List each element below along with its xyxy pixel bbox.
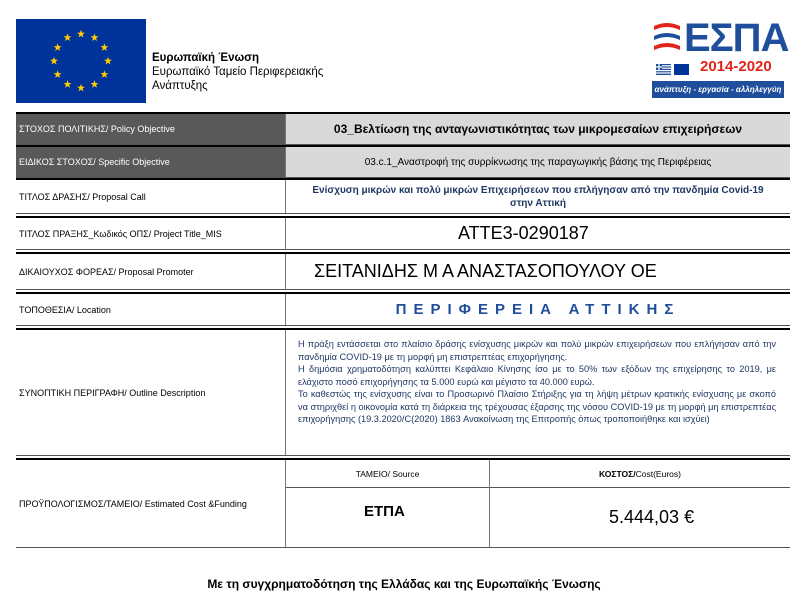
eu-star-icon [50, 57, 58, 65]
espa-tagline: ανάπτυξη - εργασία - αλληλεγγύη [652, 81, 784, 98]
espa-years: 2014-2020 [700, 58, 772, 75]
proposal-call-label: ΤΙΤΛΟΣ ΔΡΑΣΗΣ/ Proposal Call [16, 180, 286, 213]
eu-stars-icon [16, 19, 146, 103]
eu-star-icon [64, 33, 72, 41]
eu-star-icon [64, 80, 72, 88]
espa-wordmark: ΕΣΠΑ [684, 16, 789, 60]
location-value [286, 294, 790, 325]
eu-star-icon [77, 84, 85, 92]
project-info-table [16, 112, 790, 550]
row-outline-description [16, 328, 790, 456]
location-label: ΤΟΠΟΘΕΣΙΑ/ Location [16, 294, 286, 325]
cost-header-rest: Cost(Euros) [635, 468, 681, 479]
proposal-call-text: Ενίσχυση μικρών και πολύ μικρών Επιχειρήσεων που επλήγησαν από την πανδημία Covid-19 στην Αττική [312, 184, 764, 209]
outline-description-value [286, 330, 790, 455]
cost-value: 5.444,03 € [609, 507, 695, 527]
source-header: ΤΑΜΕΙΟ/ Source [286, 460, 490, 488]
cost-cell [490, 488, 790, 547]
eu-flag-logo [16, 19, 146, 103]
description-paragraph-1: Η πράξη εντάσσεται στο πλαίσιο δράσης ενίσχυσης μικρών και πολύ μικρών επιχειρήσεων που επλήγησαν από την πανδημία COVID-19 με τη μορφή μη επιστρεπτέας επιχορήγησης. [298, 339, 776, 362]
policy-objective-label: ΣΤΟΧΟΣ ΠΟΛΙΤΙΚΗΣ/ Policy Objective [16, 114, 286, 144]
eu-star-icon [91, 80, 99, 88]
cost-header-bold: ΚΟΣΤΟΣ/ [599, 468, 636, 479]
project-title-label: ΤΙΤΛΟΣ ΠΡΑΞΗΣ_Κωδικός ΟΠΣ/ Project Title_MIS [16, 218, 286, 249]
source-value: ΕΤΠΑ [364, 503, 405, 520]
eu-line-3: Ανάπτυξης [152, 80, 208, 92]
espa-stripes-icon [652, 20, 682, 60]
eu-star-icon [91, 33, 99, 41]
eu-star-icon [54, 70, 62, 78]
eu-star-icon [104, 57, 112, 65]
proposal-promoter-value [286, 254, 790, 289]
eu-line-2: Ευρωπαϊκό Ταμείο Περιφερειακής [152, 66, 324, 78]
project-title-value [286, 218, 790, 249]
description-paragraph-2: Η δημόσια χρηματοδότηση καλύπτει Κεφάλαιο Κίνησης ίσο με το 50% των εξόδων της επιχείρησης το 2019, με ελάχιστο ποσό επιχορήγησης τα 5.000 ευρώ και μέγιστο τα 40.000 ευρώ. [298, 364, 776, 387]
specific-objective-label: ΕΙΔΙΚΟΣ ΣΤΟΧΟΣ/ Specific Objective [16, 147, 286, 177]
espa-logo [652, 14, 789, 100]
eu-mini-flag-icon [674, 64, 689, 75]
row-proposal-call [16, 178, 790, 214]
estimated-cost-label: ΠΡΟΫΠΟΛΟΓΙΣΜΟΣ/ΤΑΜΕΙΟ/ Estimated Cost &Funding [16, 460, 286, 547]
specific-objective-value [286, 147, 790, 177]
row-project-title [16, 216, 790, 250]
policy-objective-value [286, 114, 790, 144]
row-policy-objective [16, 112, 790, 145]
cofinancing-footer: Με τη συγχρηματοδότηση της Ελλάδας και της Ευρωπαϊκής Ένωσης [207, 577, 601, 591]
policy-objective-text: 03_Βελτίωση της ανταγωνιστικότητας των μικρομεσαίων επιχειρήσεων [333, 122, 743, 136]
specific-objective-text: 03.c.1_Αναστροφή της συρρίκνωσης της παραγωγικής βάσης της Περιφέρειας [364, 156, 712, 168]
promoter-name-text: ΣΕΙΤΑΝΙΔΗΣ Μ Α ΑΝΑΣΤΑΣΟΠΟΥΛΟΥ ΟΕ [314, 261, 657, 281]
proposal-promoter-label: ΔΙΚΑΙΟΥΧΟΣ ΦΟΡΕΑΣ/ Proposal Promoter [16, 254, 286, 289]
proposal-call-value [286, 180, 790, 213]
greek-flag-icon [656, 64, 671, 75]
description-paragraph-3: Το καθεστώς της ενίσχυσης είναι το Προσωρινό Πλαίσιο Στήριξης για τη λήψη μέτρων κρατικής ενίσχυσης με σκοπό να στηριχθεί η οικονομία κατά τη διάρκεια της τρέχουσας έξαρσης της νόσου COVID-19 με τη μορφή μη επιστρεπτέας επιχορήγησης (19.3.2020/C(2020) 1863 Ανακοίνωση της Επιτροπής όπως τροποποιήθηκε και ισχύει) [298, 389, 776, 424]
location-text: ΠΕΡΙΦΕΡΕΙΑ ΑΤΤΙΚΗΣ [395, 301, 681, 318]
eu-star-icon [54, 43, 62, 51]
eu-star-icon [77, 30, 85, 38]
row-location [16, 292, 790, 326]
eu-line-1: Ευρωπαϊκή Ένωση [152, 52, 260, 64]
eu-star-icon [100, 43, 108, 51]
row-specific-objective [16, 145, 790, 178]
eu-fund-caption [152, 51, 323, 93]
project-code-text: ΑΤΤΕ3-0290187 [458, 223, 589, 243]
row-estimated-cost [16, 458, 790, 548]
row-proposal-promoter [16, 252, 790, 290]
cost-header [490, 460, 790, 488]
outline-description-label: ΣΥΝΟΠΤΙΚΗ ΠΕΡΙΓΡΑΦΗ/ Outline Description [16, 330, 286, 455]
eu-star-icon [100, 70, 108, 78]
source-cell [286, 488, 490, 547]
